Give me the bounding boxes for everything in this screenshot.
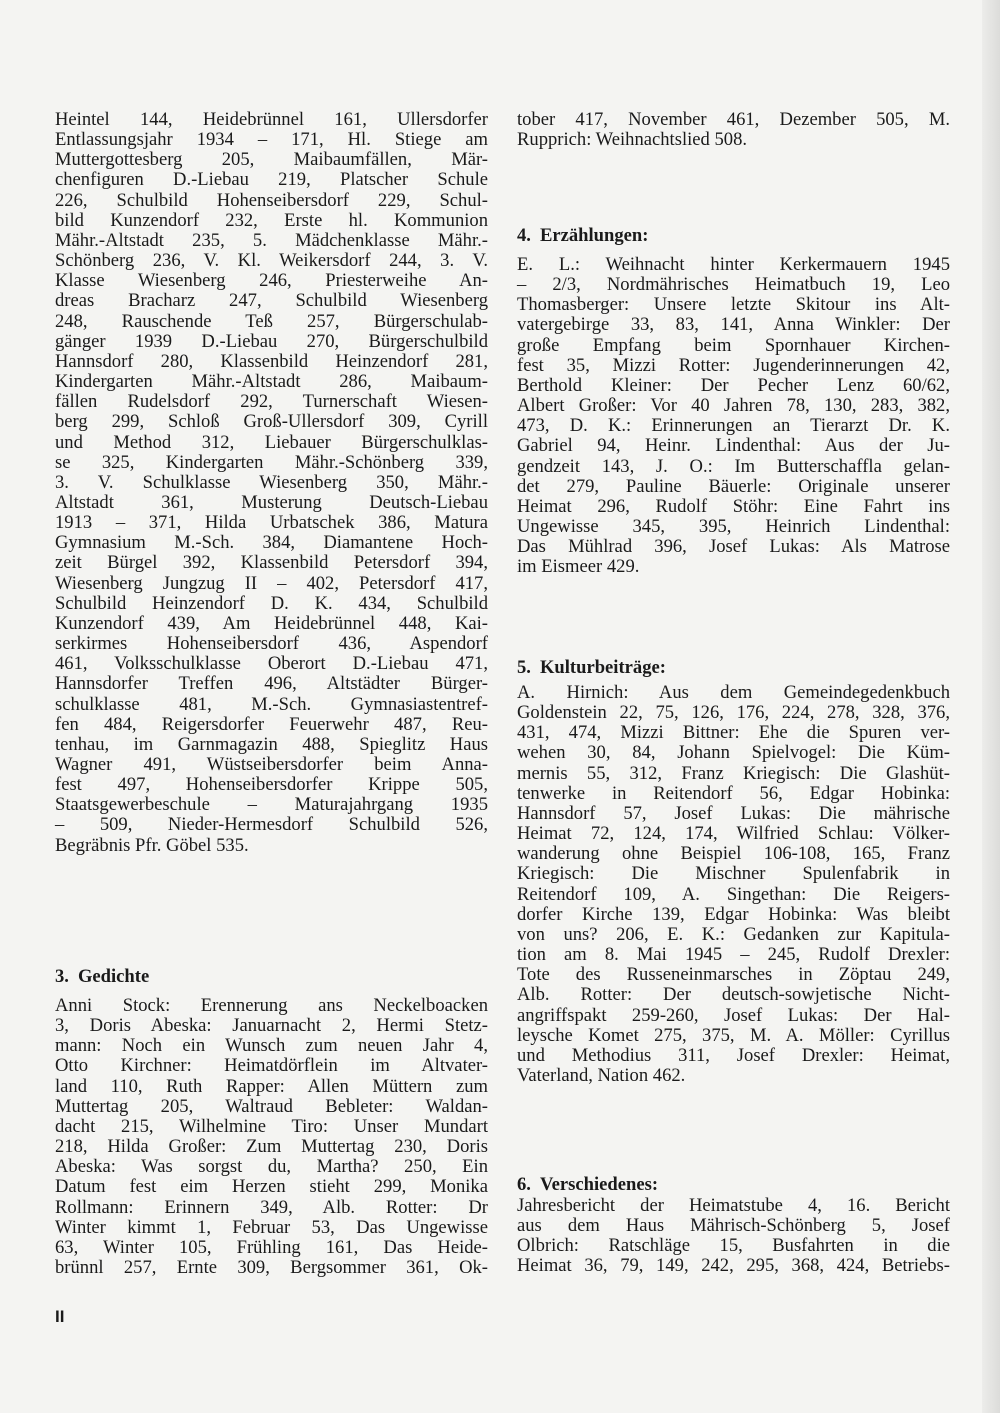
text-line: Kindergarten Mähr.-Altstadt 286, Maibaum- [55, 371, 488, 393]
text-line: aus dem Haus Mährisch-Schönberg 5, Josef [517, 1215, 950, 1237]
text-line: berg 299, Schloß Groß-Ullersdorf 309, Cyrill [55, 411, 488, 433]
text-line: von uns? 206, E. K.: Gedanken zur Kapitula- [517, 923, 950, 945]
text-line: fällen Rudelsdorf 292, Turnerschaft Wiesen- [55, 391, 488, 413]
text-line: Heimat 36, 79, 149, 242, 295, 368, 424, Betriebs- [517, 1255, 950, 1277]
text-line: große Empfang beim Spornhauer Kirchen- [517, 334, 950, 356]
text-line: Schönberg 236, V. Kl. Weikersdorf 244, 3. V. [55, 250, 488, 272]
text-line: dreas Bracharz 247, Schulbild Wiesenberg [55, 290, 488, 312]
section-number: 5. [517, 657, 531, 678]
text-line: 473, D. K.: Erinnerungen an Tierarzt Dr. K. [517, 415, 950, 437]
text-line: und Method 312, Liebauer Bürgerschulklas- [55, 431, 488, 453]
text-line: Tote des Russeneinmarsches in Zöptau 249, [517, 964, 950, 986]
text-line: Otto Kirchner: Heimatdörflein im Altvater- [55, 1055, 488, 1077]
text-line: 3, Doris Abeska: Januarnacht 2, Hermi Stetz- [55, 1015, 488, 1037]
text-line: det 279, Pauline Bäuerle: Originale unserer [517, 475, 950, 497]
text-line: schulklasse 481, M.-Sch. Gymnasiastentref- [55, 693, 488, 715]
text-line: Hannsdorf 280, Klassenbild Heinzendorf 281, [55, 350, 488, 372]
verschiedenes-text [517, 1196, 950, 1277]
text-line: Heintel 144, Heidebrünnel 161, Ullersdorfer [55, 109, 488, 130]
text-line: Klasse Wiesenberg 246, Priesterweihe An- [55, 270, 488, 292]
text-line: – 2/3, Nordmährisches Heimatbuch 19, Leo [517, 274, 950, 296]
text-line: Jahresbericht der Heimatstube 4, 16. Bericht [517, 1195, 950, 1216]
text-line: Heimat 72, 124, 174, Wilfried Schlau: Völker- [517, 823, 950, 845]
right-continuation-text [517, 110, 950, 150]
section-number: 6. [517, 1174, 531, 1195]
text-line: A. Hirnich: Aus dem Gemeindegedenkbuch [517, 682, 950, 703]
text-line: 226, Schulbild Hohenseibersdorf 229, Schul- [55, 189, 488, 211]
text-line: Entlassungsjahr 1934 – 171, Hl. Stiege am [55, 129, 488, 151]
text-line: Berthold Kleiner: Der Pecher Lenz 60/62, [517, 374, 950, 396]
text-line: 431, 474, Mizzi Bittner: Ehe die Spuren ver- [517, 722, 950, 744]
text-line: Muttergottesberg 205, Maibaumfällen, Mär- [55, 149, 488, 171]
text-line: E. L.: Weihnacht hinter Kerkermauern 1945 [517, 254, 950, 275]
text-line: Das Mühlrad 396, Josef Lukas: Als Matrose [517, 536, 950, 558]
text-line: land 110, Ruth Rapper: Allen Müttern zum [55, 1075, 488, 1097]
section-title: Verschiedenes: [539, 1174, 659, 1195]
text-line: Goldenstein 22, 75, 126, 176, 224, 278, 328, 376, [517, 702, 950, 724]
text-line: se 325, Kindergarten Mähr.-Schönberg 339, [55, 451, 488, 473]
text-line: Altstadt 361, Musterung Deutsch-Liebau [55, 491, 488, 513]
text-line: wehen 30, 84, Johann Spielvogel: Die Küm- [517, 742, 950, 764]
section-number: 4. [517, 225, 531, 246]
text-line: 461, Volksschulklasse Oberort D.-Liebau 471, [55, 653, 488, 675]
text-line: tion am 8. Mai 1945 – 245, Rudolf Drexler: [517, 944, 950, 966]
text-line: Mähr.-Altstadt 235, 5. Mädchenklasse Mähr.- [55, 229, 488, 251]
kulturbeitraege-text [517, 683, 950, 1086]
text-line: serkirmes Hohenseibersdorf 436, Aspendorf [55, 633, 488, 655]
section-heading-erzaehlungen [517, 226, 648, 246]
text-line: vatergebirge 33, 83, 141, Anna Winkler: Der [517, 314, 950, 336]
text-line: Staatsgewerbeschule – Maturajahrgang 1935 [55, 794, 488, 816]
text-line: – 509, Nieder-Hermesdorf Schulbild 526, [55, 814, 488, 836]
page-number: II [55, 1307, 65, 1326]
text-line: tenwerke in Reitendorf 56, Edgar Hobinka: [517, 782, 950, 804]
text-line: angriffspakt 259-260, Josef Lukas: Der Hal- [517, 1004, 950, 1026]
left-intro-text [55, 110, 488, 856]
text-line: chenfiguren D.-Liebau 219, Platscher Schule [55, 169, 488, 191]
text-line: Kriegisch: Die Mischner Spulenfabrik in [517, 863, 950, 885]
text-line: fest 497, Hohenseibersdorfer Krippe 505, [55, 774, 488, 796]
text-line: Winter kimmt 1, Februar 53, Das Ungewisse [55, 1216, 488, 1238]
text-line: dacht 215, Wilhelmine Tiro: Unser Mundart [55, 1115, 488, 1137]
text-line: Reitendorf 109, A. Singethan: Die Reigers- [517, 883, 950, 905]
text-line: Rupprich: Weihnachtslied 508. [517, 129, 748, 151]
section-title: Erzählungen: [539, 225, 649, 246]
section-number: 3. [55, 966, 69, 987]
text-line: 218, Hilda Großer: Zum Muttertag 230, Doris [55, 1136, 488, 1158]
text-line: wanderung ohne Beispiel 106-108, 165, Franz [517, 843, 950, 865]
text-line: im Eismeer 429. [517, 556, 640, 578]
page-edge [982, 0, 1000, 1413]
section-heading-kulturbeitraege [517, 658, 666, 678]
text-line: Wiesenberg Jungzug II – 402, Petersdorf 417, [55, 572, 488, 594]
text-line: Schulbild Heinzendorf D. K. 434, Schulbild [55, 592, 488, 614]
text-line: Begräbnis Pfr. Göbel 535. [55, 834, 249, 856]
section-title: Gedichte [77, 966, 150, 987]
section-title: Kulturbeiträge: [539, 657, 666, 678]
text-line: 1913 – 371, Hilda Urbatschek 386, Matura [55, 512, 488, 534]
text-line: Gymnasium M.-Sch. 384, Diamantene Hoch- [55, 532, 488, 554]
text-line: 63, Winter 105, Frühling 161, Das Heide- [55, 1236, 488, 1258]
text-line: tober 417, November 461, Dezember 505, M. [517, 109, 950, 130]
text-line: Anni Stock: Erennerung ans Neckelboacken [55, 995, 488, 1016]
gedichte-text [55, 996, 488, 1278]
text-line: Muttertag 205, Waltraud Bebleter: Waldan- [55, 1095, 488, 1117]
text-line: zeit Bürgel 392, Klassenbild Petersdorf 394, [55, 552, 488, 574]
erzaehlungen-text [517, 255, 950, 578]
text-line: Hannsdorf 57, Josef Lukas: Die mährische [517, 802, 950, 824]
text-line: Abeska: Was sorgst du, Martha? 250, Ein [55, 1156, 488, 1178]
text-line: Rollmann: Erinnern 349, Alb. Rotter: Dr [55, 1196, 488, 1218]
text-line: gänger 1939 D.-Liebau 270, Bürgerschulbild [55, 330, 488, 352]
text-line: dorfer Kirche 139, Edgar Hobinka: Was bleibt [517, 903, 950, 925]
text-line: Heimat 296, Rudolf Stöhr: Eine Fahrt ins [517, 495, 950, 517]
text-line: Datum fest eim Herzen stieht 299, Monika [55, 1176, 488, 1198]
section-heading-gedichte [55, 967, 149, 987]
text-line: Albert Großer: Vor 40 Jahren 78, 130, 283, 382, [517, 395, 950, 417]
text-line: 3. V. Schulklasse Wiesenberg 350, Mähr.- [55, 471, 488, 493]
text-line: 248, Rauschende Teß 257, Bürgerschulab- [55, 310, 488, 332]
text-line: Hannsdorfer Treffen 496, Altstädter Bürger- [55, 673, 488, 695]
text-line: gendzeit 143, J. O.: Im Butterschaffla gelan- [517, 455, 950, 477]
text-line: Alb. Rotter: Der deutsch-sowjetische Nicht- [517, 984, 950, 1006]
text-line: bild Kunzendorf 232, Erste hl. Kommunion [55, 209, 488, 231]
text-line: Thomasberger: Unsere letzte Skitour ins Alt- [517, 294, 950, 316]
text-line: mann: Noch ein Wunsch zum neuen Jahr 4, [55, 1035, 488, 1057]
text-line: Wagner 491, Wüstseibersdorfer beim Anna- [55, 754, 488, 775]
section-heading-verschiedenes [517, 1175, 658, 1195]
text-line: Kunzendorf 439, Am Heidebrünnel 448, Kai- [55, 612, 488, 634]
text-line: Vaterland, Nation 462. [517, 1064, 686, 1086]
text-line: Olbrich: Ratschläge 15, Busfahrten in die [517, 1235, 950, 1257]
text-line: tenhau, im Garnmagazin 488, Spieglitz Haus [55, 733, 488, 755]
text-line: Ungewisse 345, 395, Heinrich Lindenthal: [517, 516, 950, 538]
text-line: und Methodius 311, Josef Drexler: Heimat, [517, 1044, 950, 1066]
text-line: fen 484, Reigersdorfer Feuerwehr 487, Reu- [55, 713, 488, 735]
text-line: leysche Komet 275, 375, M. A. Möller: Cyrillus [517, 1024, 950, 1046]
text-line: Gabriel 94, Heinr. Lindenthal: Aus der Ju- [517, 435, 950, 457]
text-line: fest 35, Mizzi Rotter: Jugenderinnerungen 42, [517, 354, 950, 376]
text-line: brünnl 257, Ernte 309, Bergsommer 361, Ok- [55, 1257, 488, 1279]
text-line: mernis 55, 312, Franz Kriegisch: Die Glashüt- [517, 762, 950, 784]
